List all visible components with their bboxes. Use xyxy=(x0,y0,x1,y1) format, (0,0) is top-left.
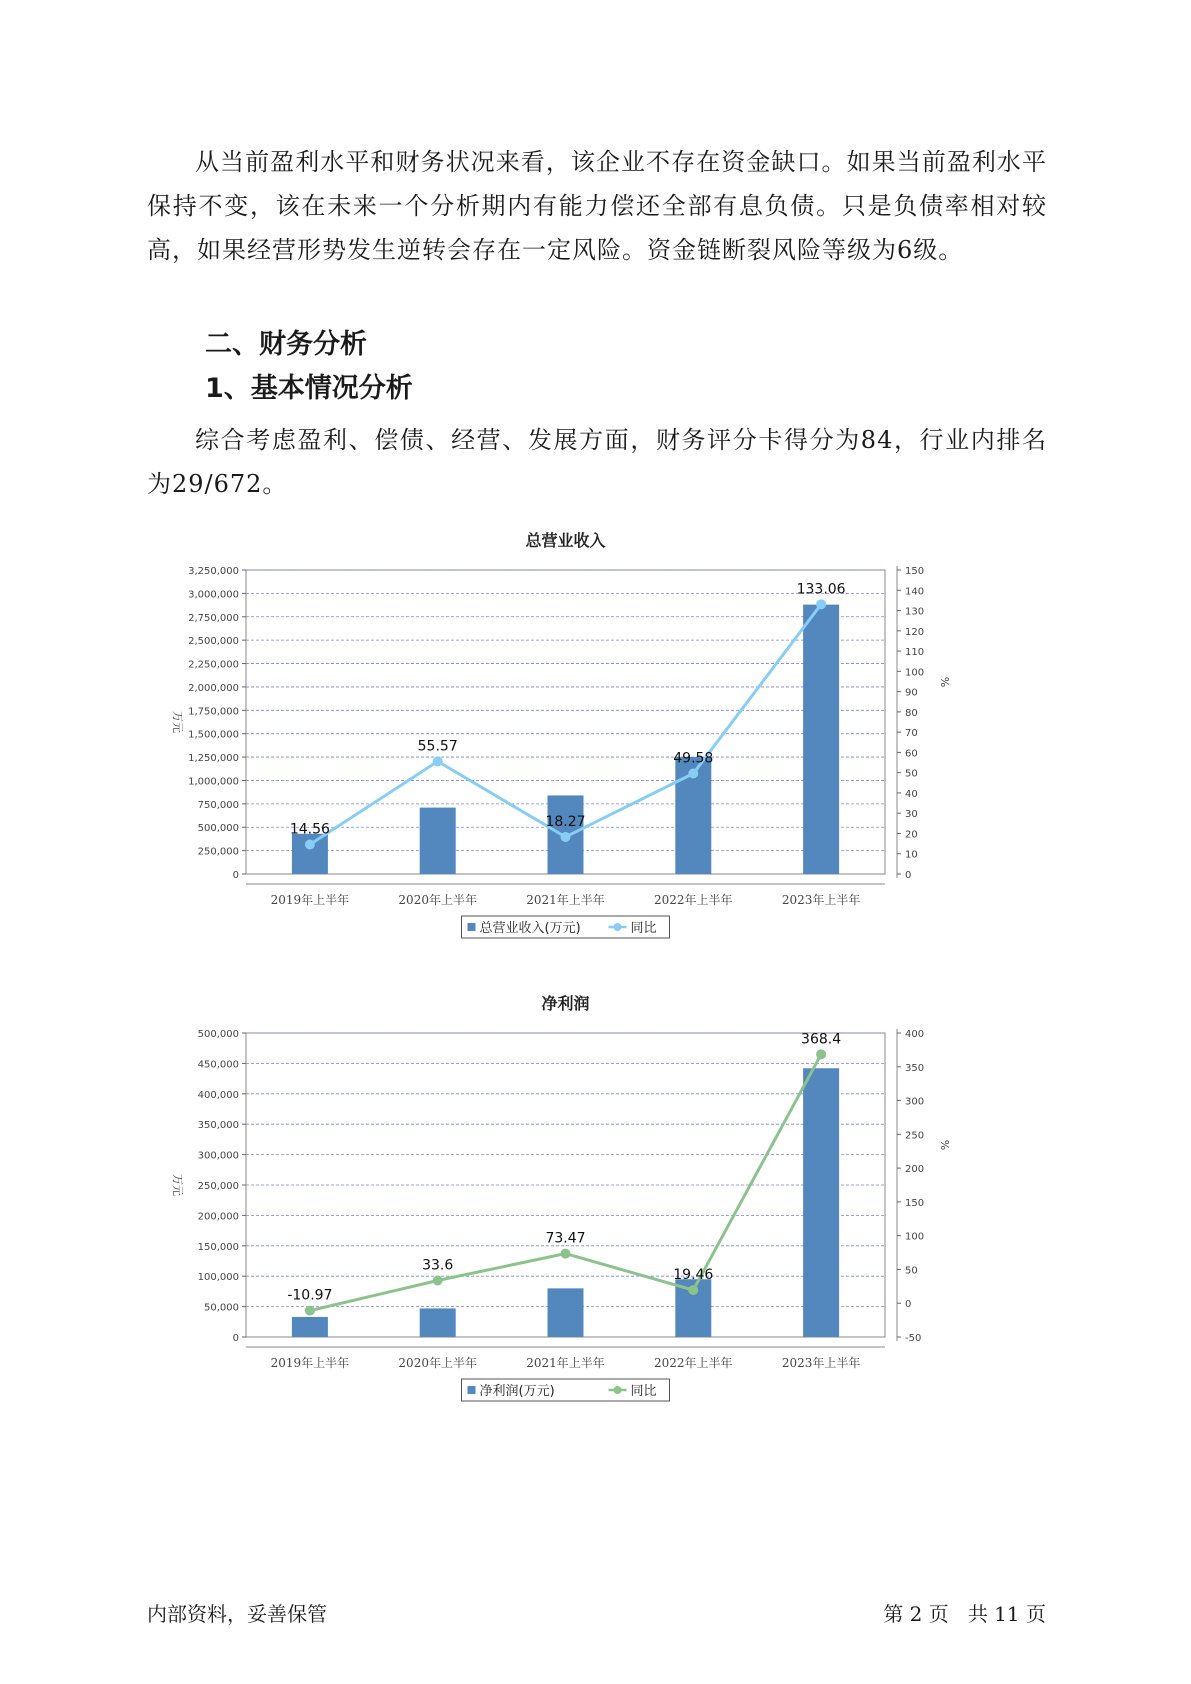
x-tick-label: 2019年上半年 xyxy=(270,1356,350,1370)
legend-bar-swatch xyxy=(468,1386,476,1394)
chart-title: 总营业收入 xyxy=(525,531,606,550)
y2-axis-label: % xyxy=(938,1139,951,1151)
bar xyxy=(548,1288,584,1337)
bar xyxy=(803,605,839,874)
y-tick-label: 250,000 xyxy=(197,846,239,858)
yoy-data-label: 73.47 xyxy=(545,1230,586,1247)
y-tick-label: 450,000 xyxy=(197,1059,239,1071)
y-tick-label: 400,000 xyxy=(197,1089,239,1101)
yoy-point xyxy=(816,599,826,609)
x-tick-label: 2020年上半年 xyxy=(398,893,477,907)
y2-tick-label: 120 xyxy=(905,626,925,638)
y2-axis-label: % xyxy=(938,676,951,688)
y-tick-label: 3,000,000 xyxy=(188,589,239,601)
y-tick-label: 250,000 xyxy=(197,1181,239,1192)
footer-page-number: 第 2 页 共 11 页 xyxy=(883,1602,1046,1626)
yoy-point xyxy=(305,1306,315,1316)
chart-revenue-svg xyxy=(150,522,960,952)
x-tick-label: 2022年上半年 xyxy=(654,1356,733,1370)
y-axis-label: 万元 xyxy=(171,1174,184,1196)
y2-tick-label: 40 xyxy=(905,788,918,800)
y2-tick-label: 350 xyxy=(905,1062,925,1074)
yoy-point xyxy=(688,1285,698,1295)
section-heading-financial-analysis: 二、财务分析 xyxy=(205,329,367,360)
chart-net-profit-svg xyxy=(150,985,960,1415)
legend-line-marker xyxy=(614,923,622,931)
x-tick-label: 2022年上半年 xyxy=(654,893,733,907)
y2-tick-label: 50 xyxy=(905,768,918,780)
legend-line-label: 同比 xyxy=(630,921,657,936)
y2-tick-label: 10 xyxy=(905,849,918,861)
y-tick-label: 1,250,000 xyxy=(188,753,239,765)
x-tick-label: 2023年上半年 xyxy=(781,893,861,907)
yoy-point xyxy=(561,1249,571,1259)
yoy-data-label: 18.27 xyxy=(545,813,586,830)
y-tick-label: 150,000 xyxy=(197,1241,239,1253)
chart-title: 净利润 xyxy=(541,994,590,1013)
x-tick-label: 2021年上半年 xyxy=(526,1356,605,1370)
y2-tick-label: -50 xyxy=(905,1333,922,1344)
footer-confidential-note: 内部资料，妥善保管 xyxy=(147,1602,327,1626)
paragraph-risk-summary: 从当前盈利水平和财务状况来看，该企业不存在资金缺口。如果当前盈利水平保持不变，该在未来一个分析期内有能力偿还全部有息负债。只是负债率相对较高，如果经营形势发生逆转会存在一定风险。资金链断裂风险等级为6级。 xyxy=(147,148,1047,264)
y2-tick-label: 0 xyxy=(905,1299,912,1311)
y2-tick-label: 150 xyxy=(905,566,925,577)
y2-tick-label: 100 xyxy=(905,667,925,679)
paragraph-scorecard: 综合考虑盈利、偿债、经营、发展方面，财务评分卡得分为84，行业内排名为29/672。 xyxy=(147,426,1047,498)
y2-tick-label: 130 xyxy=(905,606,925,618)
yoy-data-label: 33.6 xyxy=(422,1257,454,1274)
yoy-point xyxy=(561,832,571,842)
legend-line-marker xyxy=(614,1386,622,1394)
yoy-point xyxy=(433,756,443,766)
y-tick-label: 200,000 xyxy=(197,1211,239,1223)
legend-bar-label: 总营业收入(万元) xyxy=(479,921,581,936)
y2-tick-label: 70 xyxy=(905,728,918,740)
y-tick-label: 1,750,000 xyxy=(188,706,239,718)
y-tick-label: 2,750,000 xyxy=(188,612,239,624)
y2-tick-label: 140 xyxy=(905,586,925,598)
y2-tick-label: 30 xyxy=(905,809,918,821)
yoy-data-label: 368.4 xyxy=(801,1031,842,1048)
chart-revenue xyxy=(150,522,960,952)
yoy-data-label: 133.06 xyxy=(796,581,846,598)
y-tick-label: 1,000,000 xyxy=(188,776,239,788)
x-tick-label: 2020年上半年 xyxy=(398,1356,477,1370)
yoy-data-label: 19.46 xyxy=(673,1267,714,1284)
y-tick-label: 2,250,000 xyxy=(188,659,239,671)
bar xyxy=(420,808,456,874)
y2-tick-label: 0 xyxy=(905,870,912,881)
yoy-data-label: -10.97 xyxy=(287,1287,333,1304)
y-tick-label: 100,000 xyxy=(197,1272,239,1284)
yoy-line xyxy=(310,1054,821,1310)
y-tick-label: 500,000 xyxy=(197,1029,239,1040)
y2-tick-label: 110 xyxy=(905,647,925,659)
chart-net-profit xyxy=(150,985,960,1415)
bar xyxy=(803,1068,839,1337)
yoy-point xyxy=(816,1049,826,1059)
y-tick-label: 2,500,000 xyxy=(188,636,239,648)
y2-tick-label: 300 xyxy=(905,1096,925,1108)
x-tick-label: 2023年上半年 xyxy=(781,1356,861,1370)
x-tick-label: 2021年上半年 xyxy=(526,893,605,907)
bar xyxy=(292,1317,328,1337)
y-tick-label: 50,000 xyxy=(204,1302,239,1314)
x-tick-label: 2019年上半年 xyxy=(270,893,350,907)
y-tick-label: 0 xyxy=(232,1333,239,1344)
y-tick-label: 2,000,000 xyxy=(188,682,239,694)
yoy-data-label: 49.58 xyxy=(673,750,714,767)
y2-tick-label: 250 xyxy=(905,1130,925,1142)
y2-tick-label: 150 xyxy=(905,1197,925,1209)
y-tick-label: 350,000 xyxy=(197,1120,239,1132)
subsection-heading-basic-analysis: 1、基本情况分析 xyxy=(205,373,413,404)
y2-tick-label: 100 xyxy=(905,1231,925,1243)
y2-tick-label: 90 xyxy=(905,687,918,699)
yoy-point xyxy=(433,1276,443,1286)
y2-tick-label: 400 xyxy=(905,1029,925,1040)
y2-tick-label: 50 xyxy=(905,1265,918,1277)
y-axis-label: 万元 xyxy=(171,711,184,733)
legend-bar-label: 净利润(万元) xyxy=(479,1384,555,1399)
y-tick-label: 300,000 xyxy=(197,1150,239,1162)
bar xyxy=(420,1308,456,1337)
y-tick-label: 3,250,000 xyxy=(188,566,239,577)
y2-tick-label: 80 xyxy=(905,707,918,719)
yoy-point xyxy=(305,839,315,849)
legend-bar-swatch xyxy=(468,923,476,931)
y2-tick-label: 20 xyxy=(905,829,918,841)
y2-tick-label: 60 xyxy=(905,748,918,760)
y-tick-label: 750,000 xyxy=(197,799,239,811)
y-tick-label: 0 xyxy=(232,870,239,881)
yoy-point xyxy=(688,769,698,779)
y-tick-label: 1,500,000 xyxy=(188,729,239,741)
yoy-data-label: 14.56 xyxy=(289,821,330,838)
y2-tick-label: 200 xyxy=(905,1164,925,1176)
yoy-data-label: 55.57 xyxy=(417,738,458,755)
legend-line-label: 同比 xyxy=(630,1384,657,1399)
y-tick-label: 500,000 xyxy=(197,823,239,835)
